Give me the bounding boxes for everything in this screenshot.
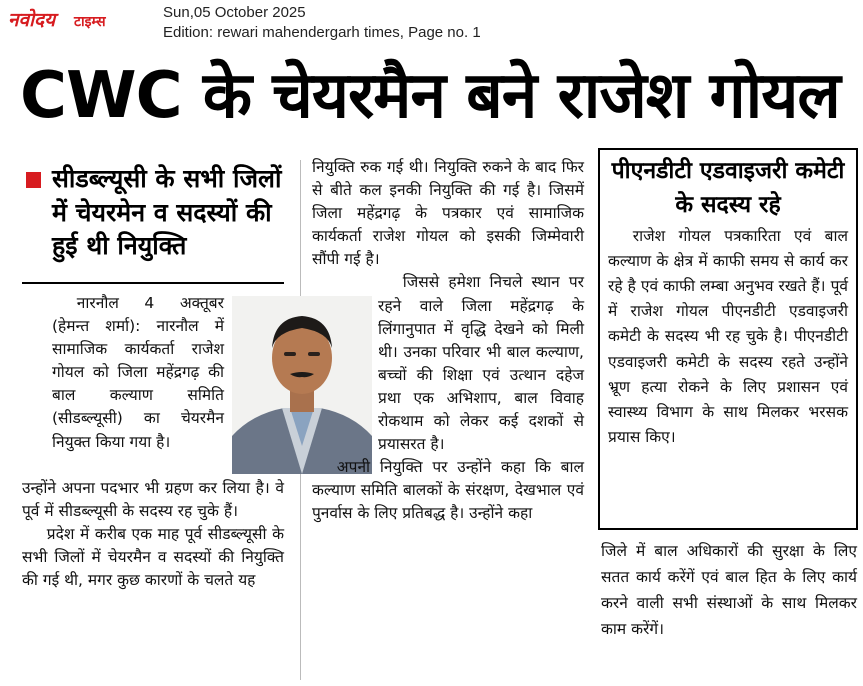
article-dateline-block bbox=[52, 292, 224, 454]
logo-subtext: टाइम्स bbox=[74, 14, 106, 30]
divider bbox=[22, 282, 284, 284]
main-headline: CWC के चेयरमैन बने राजेश गोयल bbox=[20, 59, 840, 133]
logo-text: नवोदय bbox=[8, 9, 56, 31]
sidebar-title: पीएनडीटी एडवाइजरी कमेटी के सदस्य रहे bbox=[611, 158, 845, 219]
article-dateline: नारनौल 4 अक्तूबर (हेमन्त शर्मा): नारनौल में सामाजिक कार्यकर्ता राजेश गोयल को जिला महेंद्रगढ़ की बाल कल्याण समिति (सीडब्ल्यूसी) का चेयरमैन नियुक्त किया गया है। bbox=[52, 294, 224, 451]
sidebar-box bbox=[598, 148, 858, 530]
edition-date: Sun,05 October 2025 bbox=[163, 4, 306, 21]
article-paragraph: जिससे हमेशा निचले स्थान पर रहने वाले जिला महेंद्रगढ़ के लिंगानुपात में वृद्धि देखने को मिली थी। उनका परिवार भी बाल कल्याण, बच्चों की शिक्षा एवं उत्थान दहेज प्रथा एक अभिशाप, बाल विवाह रोकथाम को लेकर कई दशकों से प्रयासरत है। bbox=[378, 273, 584, 454]
article-paragraph: उन्होंने अपना पदभार भी ग्रहण कर लिया है। वे पूर्व में सीडब्ल्यूसी के सदस्य रह चुके हैं। bbox=[22, 479, 284, 521]
article-paragraph: नियुक्ति रुक गई थी। नियुक्ति रुकने के बाद फिर से बीते कल इनकी नियुक्ति की गई है। जिसमें जिला महेंद्रगढ़ के पत्रकार एवं सामाजिक कार्यकर्ता राजेश गोयल को इसकी जिम्मेवारी सौंपी गई है। bbox=[312, 158, 584, 269]
sub-headline: सीडब्ल्यूसी के सभी जिलों में चेयरमेन व सदस्यों की हुई थी नियुक्ति bbox=[52, 164, 282, 260]
sidebar-text bbox=[608, 224, 848, 450]
article-column-1 bbox=[22, 477, 284, 592]
edition-info: Edition: rewari mahendergarh times, Page no. 1 bbox=[163, 24, 481, 41]
article-paragraph: जिले में बाल अधिकारों की सुरक्षा के लिए सतत कार्य करेंगें एवं बाल हित के लिए कार्य करने वाली सभी संस्थाओं के साथ मिलकर काम करेंगें। bbox=[601, 542, 857, 638]
sidebar-paragraph: राजेश गोयल पत्रकारिता एवं बाल कल्याण के क्षेत्र में काफी समय से कार्य कर रहे है एवं काफी लम्बा अनुभव रखते हैं। पूर्व में राजेश गोयल पीएनडीटी एडवाइजरी कमेटी के सदस्य भी रह चुके है। पीएनडीटी एडवाइजरी कमेटी के सदस्य रहते उन्होंने भ्रूण हत्या रोकने के लिए प्रशासन एवं स्वास्थ्य विभाग के साथ मिलकर भरसक प्रयास किए। bbox=[608, 227, 848, 446]
navodaya-times-logo bbox=[6, 4, 146, 40]
article-paragraph: अपनी नियुक्ति पर उन्होंने कहा कि बाल कल्याण समिति बालकों के संरक्षण, देखभाल एवं पुनर्वास के लिए प्रतिबद्ध है। उन्होंने कहा bbox=[312, 458, 584, 523]
article-paragraph: प्रदेश में करीब एक माह पूर्व सीडब्ल्यूसी के सभी जिलों में चेयरमैन व सदस्यों की नियुक्ति की गई थी, मगर कुछ कारणों के चलते यह bbox=[22, 525, 284, 590]
article-column-3 bbox=[601, 538, 857, 642]
article-column-2 bbox=[312, 156, 584, 526]
red-square-bullet-icon bbox=[26, 172, 41, 188]
